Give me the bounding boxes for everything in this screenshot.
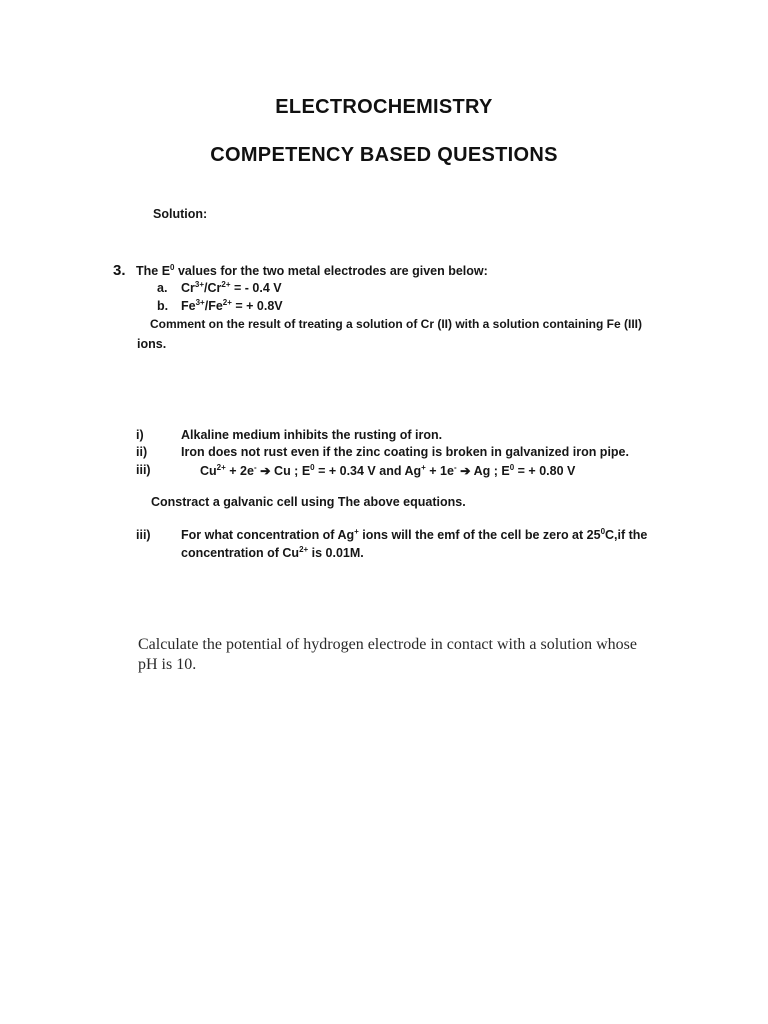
option-a-marker: a.: [157, 281, 168, 295]
question-3-comment-cont: ions.: [137, 337, 167, 351]
item-iii-2-line2: concentration of $Cu^{2+}$ is 0.01M.: [181, 545, 364, 560]
item-iii-2-line1: For what concentration of Ag+ ions will the emf of the cell be zero at $25^0C,if$ the: [181, 527, 648, 542]
solution-label: Solution:: [153, 207, 208, 221]
item-ii-marker: ii): [136, 445, 148, 459]
item-ii-text: Iron does not rust even if the zinc coating is broken in galvanized iron pipe.: [181, 445, 629, 459]
question-3-comment: Comment on the result of treating a solution of Cr (II) with a solution containing Fe (III): [150, 317, 642, 331]
option-b-text: $Fe^{3+}/Fe^{2+}$ = + 0.8V: [181, 298, 283, 313]
question-number: 3.: [113, 262, 126, 279]
item-i-marker: i): [136, 428, 144, 442]
item-iii-2-marker: iii): [136, 528, 151, 542]
question-3-intro: The $E^0$ values for the two metal electrodes are given below:: [136, 263, 488, 278]
construct-instruction: Constract a galvanic cell using The above equations.: [151, 495, 466, 509]
page-title: ELECTROCHEMISTRY: [275, 96, 493, 118]
item-iii-marker: iii): [136, 463, 151, 477]
item-iii-equations: $Cu^{2+} + 2e^-$ ➔ Cu ; $E^0$ = + 0.34 V and Ag+ + 1e- ➔ Ag ; $E^0$ = + 0.80 V: [200, 463, 576, 478]
calc-question-line1: Calculate the potential of hydrogen electrode in contact with a solution whose: [138, 636, 637, 653]
page-subtitle: COMPETENCY BASED QUESTIONS: [210, 144, 558, 166]
calc-question-line2: pH is 10.: [138, 656, 197, 673]
option-b-marker: b.: [157, 299, 169, 313]
item-i-text: Alkaline medium inhibits the rusting of iron.: [181, 428, 443, 442]
option-a-text: $Cr^{3+}/Cr^{2+}$ = - 0.4 V: [181, 280, 282, 295]
